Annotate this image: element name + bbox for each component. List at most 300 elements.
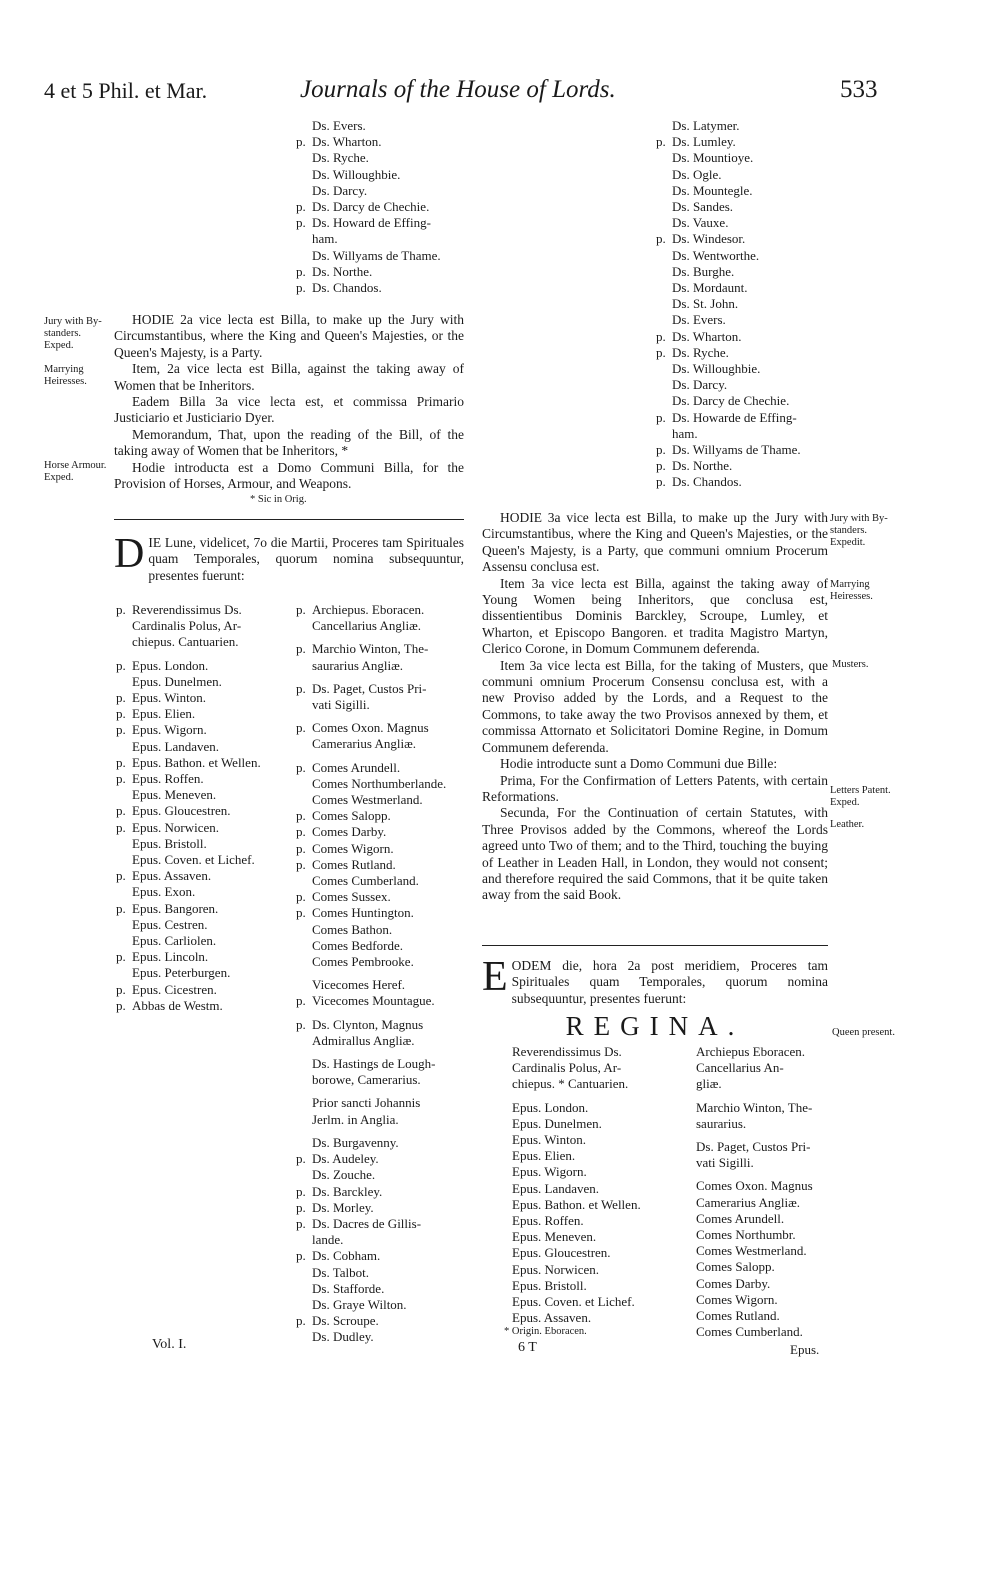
lord-name: Epus. Norwicen. xyxy=(512,1261,600,1277)
lord-name: Ds. Howarde de Effing- xyxy=(672,409,797,425)
lord-entry xyxy=(680,1308,840,1324)
lord-entry xyxy=(116,982,284,998)
lord-entry xyxy=(296,792,468,808)
lord-entry xyxy=(116,706,284,722)
presence-mark: p. xyxy=(656,474,666,490)
lord-name: Comes Darby. xyxy=(696,1275,771,1291)
lord-entry xyxy=(656,264,831,280)
lord-entry xyxy=(116,998,284,1014)
presence-mark: p. xyxy=(116,771,126,787)
lord-entry xyxy=(296,1200,468,1216)
lord-name: Comes Salopp. xyxy=(696,1259,775,1275)
lord-name: Ds. Darcy. xyxy=(672,377,728,393)
lord-name: Ds. Sandes. xyxy=(672,199,734,215)
presence-mark: p. xyxy=(116,706,126,722)
lord-name: Vicecomes Mountague. xyxy=(312,993,435,1009)
lord-name: Epus. Bangoren. xyxy=(132,900,219,916)
lord-name: Epus. Roffen. xyxy=(512,1213,584,1229)
lord-name: Comes Rutland. xyxy=(696,1308,780,1324)
presence-mark: p. xyxy=(116,900,126,916)
lord-name: Epus. Peterburgen. xyxy=(132,965,231,981)
presence-mark: p. xyxy=(116,803,126,819)
lord-name: Epus. London. xyxy=(132,657,209,673)
presence-mark: p. xyxy=(296,134,306,150)
presence-mark: p. xyxy=(296,1248,306,1264)
lord-entry xyxy=(656,167,831,183)
lord-name: Comes Pembrooke. xyxy=(312,954,414,970)
lord-entry xyxy=(296,1056,468,1072)
right-proceedings xyxy=(482,510,828,904)
lord-name: Epus. Coven. et Lichef. xyxy=(512,1294,635,1310)
lord-name: Epus. Carliolen. xyxy=(132,933,217,949)
lord-entry xyxy=(496,1197,666,1213)
die-lune-text: IE Lune, videlicet, 7o die Martii, Proceres tam Spirituales quam Temporales, quorum nomina subsequuntur, presentes fuerunt: xyxy=(148,535,464,583)
lord-entry xyxy=(680,1259,840,1275)
presence-mark: p. xyxy=(656,442,666,458)
left-proceedings xyxy=(114,312,464,492)
lord-name: Comes Bathon. xyxy=(312,921,393,937)
lord-name: Ds. Willoughbie. xyxy=(672,361,761,377)
lord-name: Epus. Meneven. xyxy=(132,787,217,803)
lord-name: Epus. Cicestren. xyxy=(132,981,217,997)
eodem-text: ODEM die, hora 2a post meridiem, Proceres tam Spirituales quam Temporales, quorum nomina subsequuntur, presentes fuerunt: xyxy=(511,958,828,1006)
lord-entry xyxy=(116,933,284,949)
lord-name: Comes Oxon. Magnus xyxy=(696,1178,813,1194)
lord-entry xyxy=(496,1116,666,1132)
footnote-sic: * Sic in Orig. xyxy=(250,494,307,505)
lord-name: Epus. Dunelmen. xyxy=(132,673,222,689)
presence-mark: p. xyxy=(296,1215,306,1231)
lord-entry xyxy=(680,1060,840,1076)
journal-title: Journals of the House of Lords. xyxy=(300,76,616,103)
lord-name: saurarius. xyxy=(696,1115,747,1131)
margin-note-leather: Leather. xyxy=(830,819,865,830)
lord-entry xyxy=(116,722,284,738)
lord-entry xyxy=(116,901,284,917)
lord-entry xyxy=(496,1164,666,1180)
regina-lords-column-2 xyxy=(680,1044,840,1340)
lord-entry xyxy=(296,248,466,264)
lord-name: Ds. Latymer. xyxy=(672,118,740,133)
lord-entry xyxy=(656,345,831,361)
lord-name: Ds. Stafforde. xyxy=(312,1280,385,1296)
lord-entry xyxy=(496,1294,666,1310)
lord-entry xyxy=(116,787,284,803)
lord-name: Ds. Willoughbie. xyxy=(312,166,401,182)
lord-entry xyxy=(296,1167,468,1183)
lord-name: Comes Rutland. xyxy=(312,856,396,872)
lord-name: Ds. Willyams de Thame. xyxy=(312,247,441,263)
lord-entry xyxy=(296,977,468,993)
lord-entry xyxy=(296,824,468,840)
presence-mark: p. xyxy=(296,215,306,231)
lord-name: Ds. Graye Wilton. xyxy=(312,1296,407,1312)
lord-name: Ds. Audeley. xyxy=(312,1151,379,1167)
lord-name: Comes Oxon. Magnus xyxy=(312,720,429,736)
presence-mark: p. xyxy=(656,409,666,425)
lord-entry xyxy=(656,410,831,426)
lord-entry xyxy=(296,938,468,954)
lord-name: Cardinalis Polus, Ar- xyxy=(132,618,242,634)
presence-mark: p. xyxy=(116,722,126,738)
lord-entry xyxy=(116,820,284,836)
lord-entry xyxy=(496,1213,666,1229)
lord-name: Comes Bedforde. xyxy=(312,937,403,953)
presence-mark: p. xyxy=(116,819,126,835)
margin-note-jury-right: Jury with By-standers. Expedit. xyxy=(830,513,888,548)
lord-name: Epus. Landaven. xyxy=(512,1180,600,1196)
lord-entry xyxy=(296,857,468,873)
lord-name: Ds. Darcy de Chechie. xyxy=(312,199,430,215)
lord-entry xyxy=(296,873,468,889)
lord-entry xyxy=(496,1262,666,1278)
lord-name: Archiepus Eboracen. xyxy=(696,1044,806,1059)
lord-name: Comes Arundell. xyxy=(696,1210,785,1226)
lord-name: Ds. Dacres de Gillis- xyxy=(312,1215,422,1231)
lord-name: Ds. Scroupe. xyxy=(312,1313,379,1329)
lord-name: Epus. Coven. et Lichef. xyxy=(132,852,255,868)
lord-name: chiepus. * Cantuarien. xyxy=(512,1076,629,1092)
lord-entry xyxy=(496,1148,666,1164)
lord-name: Comes Huntington. xyxy=(312,905,414,921)
lord-entry xyxy=(296,1072,468,1088)
presence-mark: p. xyxy=(296,840,306,856)
lord-name: Ds. Hastings de Lough- xyxy=(312,1056,436,1072)
regina-heading: REGINA. xyxy=(565,1011,745,1041)
lord-name: Epus. Roffen. xyxy=(132,771,204,787)
lord-entry xyxy=(680,1155,840,1171)
lord-entry xyxy=(116,836,284,852)
lord-name: Comes Sussex. xyxy=(312,889,391,905)
lord-name: Epus. Bathon. et Wellen. xyxy=(512,1196,641,1212)
lord-name: Ds. Darcy de Chechie. xyxy=(672,393,790,409)
lord-entry xyxy=(656,393,831,409)
lord-name: Cardinalis Polus, Ar- xyxy=(512,1060,622,1076)
lord-entry xyxy=(116,634,284,650)
presence-mark: p. xyxy=(116,690,126,706)
lord-name: Epus. Elien. xyxy=(512,1148,576,1164)
paragraph: Hodie introducta est a Domo Communi Billa, for the Provision of Horses, Armour, and Weapons. xyxy=(114,459,464,492)
lord-entry xyxy=(680,1324,840,1340)
margin-note-marrying-right: Marrying Heiresses. xyxy=(830,579,873,602)
lord-entry xyxy=(116,690,284,706)
presence-mark: p. xyxy=(296,280,306,296)
lune-lords-column-1 xyxy=(116,602,284,1014)
lord-entry xyxy=(116,602,284,618)
lord-name: Epus. Lincoln. xyxy=(132,949,209,965)
presence-mark: p. xyxy=(296,824,306,840)
lord-name: Ds. Windesor. xyxy=(672,231,746,247)
die-lune-intro xyxy=(114,531,464,584)
lord-name: Comes Westmerland. xyxy=(312,792,423,808)
lord-entry xyxy=(496,1060,666,1076)
lord-name: Ds. Morley. xyxy=(312,1199,374,1215)
lord-entry xyxy=(680,1276,840,1292)
lord-name: Ds. Dudley. xyxy=(312,1329,374,1345)
lord-name: Epus. London. xyxy=(512,1099,589,1115)
lord-entry xyxy=(296,1248,468,1264)
lord-name: Ds. Ryche. xyxy=(312,150,369,166)
lord-name: Comes Darby. xyxy=(312,824,387,840)
lord-entry xyxy=(680,1195,840,1211)
lord-entry xyxy=(296,183,466,199)
presence-mark: p. xyxy=(656,231,666,247)
lord-name: Ds. Chandos. xyxy=(672,474,742,490)
presence-mark: p. xyxy=(116,981,126,997)
presence-mark: p. xyxy=(296,1151,306,1167)
margin-note-musters: Musters. xyxy=(832,659,869,670)
lord-entry xyxy=(296,720,468,736)
lord-entry xyxy=(296,1297,468,1313)
footnote-origin: * Origin. Eboracen. xyxy=(504,1326,587,1337)
lord-entry xyxy=(296,1135,468,1151)
lord-name: vati Sigilli. xyxy=(696,1155,754,1171)
presence-mark: p. xyxy=(296,889,306,905)
lord-entry xyxy=(116,755,284,771)
dropcap-d: D xyxy=(114,531,145,577)
lord-entry xyxy=(296,697,468,713)
lord-name: Ds. Wharton. xyxy=(312,134,382,150)
section-rule xyxy=(114,519,464,520)
paragraph: Hodie introducte sunt a Domo Communi due Bille: xyxy=(500,756,778,772)
lord-name: Ds. St. John. xyxy=(672,296,739,312)
lord-entry xyxy=(680,1044,840,1060)
lord-name: Epus. Dunelmen. xyxy=(512,1115,602,1131)
lord-name: Ds. Barckley. xyxy=(312,1183,383,1199)
lord-entry xyxy=(680,1227,840,1243)
lord-name: Comes Wigorn. xyxy=(312,840,394,856)
presence-mark: p. xyxy=(116,602,126,617)
lord-entry xyxy=(656,361,831,377)
lord-entry xyxy=(296,1232,468,1248)
paragraph: Item 3a vice lecta est Billa, against the taking away of Young Women being Inheritors, que conclusa est, dissentientibus Dominis Barckley, Scroupe, Lumley, et Wharton, et Episcopo Bangoren. et tradita Magistro Martyn, Clerico Corone, in Domum Communem deferenda. xyxy=(482,575,828,657)
lord-name: Ds. Darcy. xyxy=(312,182,368,198)
margin-note-letters: Letters Patent. Exped. xyxy=(830,785,891,808)
presence-mark: p. xyxy=(296,641,306,657)
presence-mark: p. xyxy=(296,263,306,279)
lord-name: Ds. Zouche. xyxy=(312,1167,376,1183)
lord-entry xyxy=(656,199,831,215)
lord-name: Marchio Winton, The- xyxy=(312,641,429,657)
lord-entry xyxy=(680,1292,840,1308)
presence-mark: p. xyxy=(116,949,126,965)
lord-name: Comes Salopp. xyxy=(312,808,391,824)
lord-entry xyxy=(296,1033,468,1049)
lord-name: Epus. Gloucestren. xyxy=(132,803,231,819)
margin-note-queen: Queen present. xyxy=(832,1027,895,1038)
dropcap-e: E xyxy=(482,954,508,1000)
lord-entry xyxy=(656,231,831,247)
lord-entry xyxy=(496,1044,666,1060)
lord-entry xyxy=(296,264,466,280)
lord-name: Ds. Vauxe. xyxy=(672,215,729,231)
lord-entry xyxy=(116,739,284,755)
presence-mark: p. xyxy=(116,997,126,1013)
lord-name: Cancellarius An- xyxy=(696,1060,784,1076)
lord-entry xyxy=(116,868,284,884)
paragraph: HODIE 3a vice lecta est Billa, to make up the Jury with Circumstantibus, where the King and Queen's Majesties, or the Queen's Majesty, is a Party, que communi omnium Procerum Assensu conclusa est. xyxy=(482,510,828,575)
presence-mark: p. xyxy=(296,759,306,775)
lord-name: Epus. Wigorn. xyxy=(512,1164,587,1180)
presence-mark: p. xyxy=(656,328,666,344)
lord-name: Ds. Evers. xyxy=(672,312,726,328)
volume-footer: Vol. I. xyxy=(152,1337,187,1352)
lord-name: Reverendissimus Ds. xyxy=(132,602,242,617)
lord-entry xyxy=(296,1184,468,1200)
lord-entry xyxy=(296,199,466,215)
lord-entry xyxy=(296,1329,468,1345)
lord-name: Ds. Paget, Custos Pri- xyxy=(696,1139,811,1155)
presence-mark: p. xyxy=(296,602,306,617)
lord-entry xyxy=(296,134,466,150)
lord-entry xyxy=(296,1112,468,1128)
lord-name: Ds. Wharton. xyxy=(672,328,742,344)
lord-name: Ds. Ogle. xyxy=(672,166,722,182)
signature-mark: 6 T xyxy=(518,1340,537,1355)
lord-name: Comes Arundell. xyxy=(312,759,401,775)
running-head-left: 4 et 5 Phil. et Mar. xyxy=(44,78,208,103)
lord-name: Epus. Wigorn. xyxy=(132,722,207,738)
lord-entry xyxy=(296,776,468,792)
lord-entry xyxy=(296,1281,468,1297)
paragraph: HODIE 2a vice lecta est Billa, to make up the Jury with Circumstantibus, where the King and Queen's Majesties, or the Queen's Majesty, is a Party. xyxy=(114,312,464,360)
lord-name: Ds. Chandos. xyxy=(312,280,382,296)
presence-mark: p. xyxy=(296,1016,306,1032)
lord-name: gliæ. xyxy=(696,1076,722,1092)
paragraph: Item 3a vice lecta est Billa, for the taking of Musters, que communi omnium Procerum Consensu conclusa est, with a new Proviso added by the Lords, and a Request to the Commons, to take away the two Provisos annexed by them, et commissa Attornato et Solicitatori Domine Regine, in Domum Communem deferenda. xyxy=(482,657,828,755)
lord-name: Comes Cumberland. xyxy=(312,873,419,889)
lord-entry xyxy=(680,1116,840,1132)
lord-entry xyxy=(656,183,831,199)
lord-entry xyxy=(656,312,831,328)
lord-entry xyxy=(680,1243,840,1259)
lord-entry xyxy=(296,1265,468,1281)
lord-entry xyxy=(496,1181,666,1197)
lord-entry xyxy=(496,1132,666,1148)
lord-entry xyxy=(680,1178,840,1194)
presence-mark: p. xyxy=(656,134,666,150)
lord-entry xyxy=(116,884,284,900)
lord-entry xyxy=(296,922,468,938)
lord-name: Camerarius Angliæ. xyxy=(312,736,416,752)
lord-entry xyxy=(680,1139,840,1155)
lord-entry xyxy=(116,965,284,981)
lord-entry xyxy=(296,658,468,674)
lord-entry xyxy=(116,618,284,634)
lord-entry xyxy=(296,602,468,618)
lord-name: ham. xyxy=(312,231,338,247)
margin-note-jury: Jury with By-standers. Exped. xyxy=(44,316,102,351)
lord-name: Prior sancti Johannis xyxy=(312,1095,421,1111)
lord-entry xyxy=(116,949,284,965)
lord-entry xyxy=(680,1100,840,1116)
lord-entry xyxy=(496,1245,666,1261)
lord-entry xyxy=(656,280,831,296)
lord-entry xyxy=(296,681,468,697)
lord-name: Epus. Winton. xyxy=(132,690,206,706)
lord-entry xyxy=(656,150,831,166)
lord-entry xyxy=(296,905,468,921)
lord-name: Epus. Meneven. xyxy=(512,1229,597,1245)
lord-entry xyxy=(496,1076,666,1092)
lord-entry xyxy=(296,808,468,824)
presence-mark: p. xyxy=(296,993,306,1009)
page-number: 533 xyxy=(840,76,878,103)
lord-name: Epus. Bristoll. xyxy=(132,835,207,851)
lord-name: Cancellarius Angliæ. xyxy=(312,618,422,634)
lord-entry xyxy=(656,426,831,442)
lord-entry xyxy=(496,1229,666,1245)
lord-name: Epus. Norwicen. xyxy=(132,819,220,835)
lord-entry xyxy=(296,841,468,857)
eodem-intro xyxy=(482,954,828,1007)
lord-name: lande. xyxy=(312,1232,344,1248)
lord-entry xyxy=(296,167,466,183)
paragraph: Prima, For the Confirmation of Letters Patents, with certain Reformations. xyxy=(482,772,828,804)
lord-name: Epus. Bristoll. xyxy=(512,1277,587,1293)
presence-mark: p. xyxy=(296,905,306,921)
presence-mark: p. xyxy=(296,720,306,736)
lord-name: Ds. Wentworthe. xyxy=(672,247,760,263)
lord-entry xyxy=(296,1095,468,1111)
section-rule-right xyxy=(482,945,828,946)
lord-entry xyxy=(296,215,466,231)
presence-mark: p. xyxy=(296,680,306,696)
lord-entry xyxy=(116,658,284,674)
lord-entry xyxy=(296,618,468,634)
lord-entry xyxy=(296,1216,468,1232)
lord-name: Admirallus Angliæ. xyxy=(312,1032,415,1048)
presence-mark: p. xyxy=(296,199,306,215)
lord-name: Abbas de Westm. xyxy=(132,997,223,1013)
lord-entry xyxy=(296,1313,468,1329)
lord-name: Epus. Assaven. xyxy=(512,1310,592,1326)
lord-name: Jerlm. in Anglia. xyxy=(312,1111,399,1127)
lord-name: Ds. Ryche. xyxy=(672,344,729,360)
lord-name: Epus. Cestren. xyxy=(132,916,208,932)
presence-mark: p. xyxy=(656,344,666,360)
lord-name: Ds. Burgavenny. xyxy=(312,1134,399,1150)
lord-entry xyxy=(296,760,468,776)
presence-mark: p. xyxy=(296,808,306,824)
lord-entry xyxy=(656,248,831,264)
lord-name: chiepus. Cantuarien. xyxy=(132,634,239,650)
lord-entry xyxy=(656,215,831,231)
presence-mark: p. xyxy=(116,754,126,770)
lord-name: Ds. Evers. xyxy=(312,118,366,133)
lord-name: borowe, Camerarius. xyxy=(312,1072,421,1088)
lord-entry xyxy=(296,150,466,166)
lord-name: Ds. Burghe. xyxy=(672,263,735,279)
catchword: Epus. xyxy=(790,1342,820,1357)
paragraph: Eadem Billa 3a vice lecta est, et commissa Primario Justiciario et Justiciario Dyer. xyxy=(114,394,464,426)
lord-name: Ds. Clynton, Magnus xyxy=(312,1016,424,1032)
lord-name: Marchio Winton, The- xyxy=(696,1099,813,1115)
lord-name: Ds. Willyams de Thame. xyxy=(672,442,801,458)
lord-entry xyxy=(680,1076,840,1092)
lord-name: Ds. Mountioye. xyxy=(672,150,754,166)
lord-name: Comes Wigorn. xyxy=(696,1291,778,1307)
lord-name: Ds. Talbot. xyxy=(312,1264,369,1280)
right-top-lords-list xyxy=(656,118,831,491)
lord-entry xyxy=(296,993,468,1009)
margin-note-marrying: Marrying Heiresses. xyxy=(44,364,87,387)
lord-entry xyxy=(116,917,284,933)
lune-lords-column-2 xyxy=(296,602,468,1346)
lord-entry xyxy=(656,329,831,345)
lord-entry xyxy=(296,954,468,970)
lord-entry xyxy=(296,118,466,134)
